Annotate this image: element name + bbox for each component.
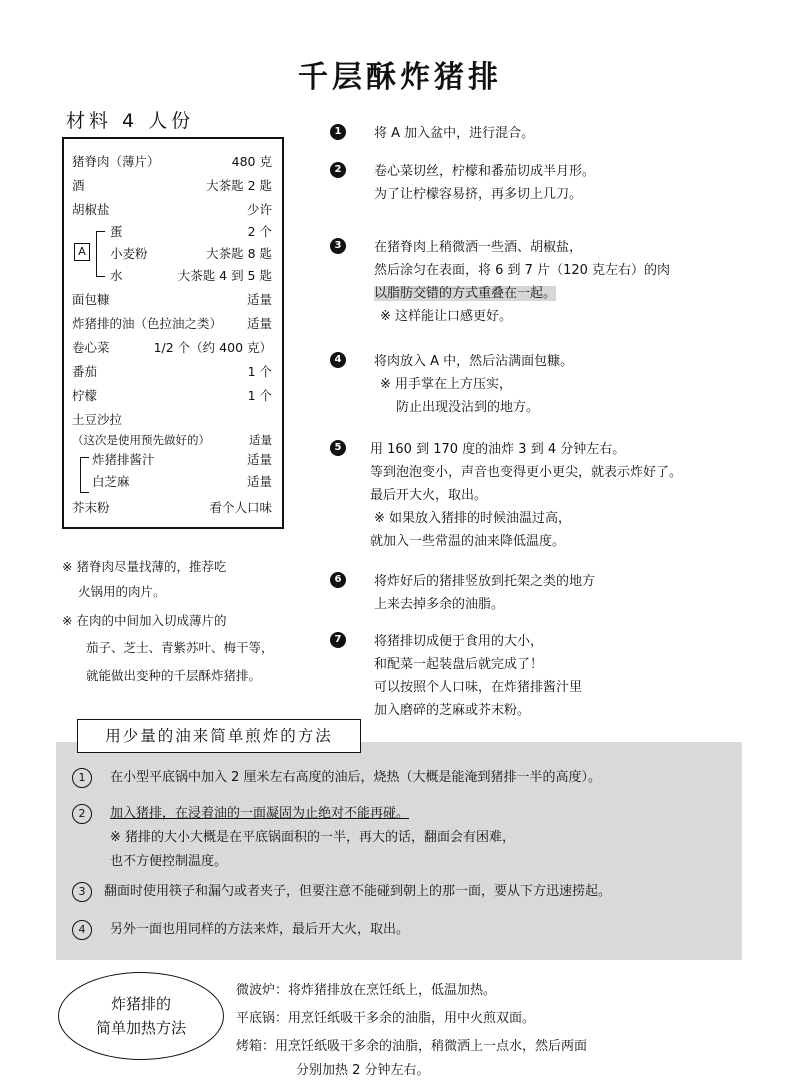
ingredient-name: 卷心菜 [72, 340, 110, 355]
reheat-line: 分别加热 2 分钟左右。 [296, 1063, 430, 1078]
ingredient-qty: 适量 [246, 316, 272, 331]
reheat-line: 平底锅：用烹饪纸吸干多余的油脂，用中火煎双面。 [236, 1011, 536, 1026]
ingredient-name: 小麦粉 [110, 246, 148, 261]
reheat-line: 烤箱：用烹饪纸吸干多余的油脂，稍微洒上一点水，然后两面 [236, 1039, 588, 1054]
ingredient-qty: 1 个 [247, 388, 272, 403]
step-note: 防止出现没沾到的地方。 [396, 400, 540, 415]
ingredient-name: 酒 [72, 178, 85, 193]
ingredient-qty: 2 个 [247, 224, 272, 239]
bubble-line: 简单加热方法 [95, 1019, 186, 1037]
step-number: 3 [330, 238, 346, 254]
step-line: 等到泡泡变小，声音也变得更小更尖，就表示炸好了。 [370, 465, 683, 480]
ingredient-row [72, 361, 272, 383]
ingredient-row [72, 337, 272, 359]
method-step-number: 4 [72, 920, 92, 940]
ingredient-qty: 大茶匙 8 匙 [206, 246, 272, 261]
ingredient-row [110, 243, 272, 265]
step-line: 为了让柠檬容易挤，再多切上几刀。 [374, 187, 583, 202]
step-number: 5 [330, 440, 346, 456]
ingredient-qty: 适量 [246, 474, 272, 489]
ingredient-qty: 480 克 [231, 154, 272, 169]
step-line: 将肉放入 A 中，然后沾满面包糠。 [374, 354, 574, 369]
ingredient-row [72, 175, 272, 197]
ingredient-row [92, 471, 272, 493]
ingredient-row [110, 221, 272, 243]
step-line: 可以按照个人口味，在炸猪排酱汁里 [374, 680, 583, 695]
method-line: 加入猪排，在浸着油的一面凝固为止绝对不能再碰。 [110, 806, 410, 821]
ingredient-row [72, 151, 272, 173]
group-a-label: A [74, 243, 90, 261]
ingredient-row [92, 449, 272, 471]
ingredient-qty: 大茶匙 2 匙 [206, 178, 272, 193]
ingredient-name: 面包糠 [72, 292, 110, 307]
method-step-number: 2 [72, 804, 92, 824]
ingredient-qty: 1 个 [247, 364, 272, 379]
step-line: 和配菜一起装盘后就完成了！ [374, 657, 544, 672]
ingredient-qty: 大茶匙 4 到 5 匙 [177, 268, 272, 283]
ingredient-qty: 少许 [246, 202, 272, 217]
page-title: 千层酥炸猪排 [298, 60, 502, 95]
ingredient-row [110, 265, 272, 287]
step-number: 1 [330, 124, 346, 140]
ingredient-name: 柠檬 [72, 388, 98, 403]
group-a-bracket [96, 231, 105, 277]
note-line: 就能做出变种的千层酥炸猪排。 [86, 668, 262, 683]
method-line: 另外一面也用同样的方法来炸，最后开大火，取出。 [110, 922, 410, 937]
ingredient-row [72, 199, 272, 221]
ingredient-qty: 看个人口味 [209, 500, 272, 515]
ingredient-name: 芥末粉 [72, 500, 110, 515]
reheat-line: 微波炉：将炸猪排放在烹饪纸上，低温加热。 [236, 983, 497, 998]
ingredient-qty: 适量 [246, 452, 272, 467]
note-line: ※ 在肉的中间加入切成薄片的 [62, 613, 227, 628]
step-line-highlight: 以脂肪交错的方式重叠在一起。 [374, 286, 557, 301]
method-title: 用少量的油来简单煎炸的方法 [77, 719, 361, 753]
step-line: 然后涂匀在表面，将 6 到 7 片（120 克左右）的肉 [374, 263, 671, 278]
method-line: ※ 猪排的大小大概是在平底锅面积的一半，再大的话，翻面会有困难， [110, 830, 516, 845]
ingredient-qty: 适量 [249, 433, 272, 447]
step-number: 2 [330, 162, 346, 178]
step-note: 就加入一些常温的油来降低温度。 [370, 534, 566, 549]
ingredient-row [72, 497, 272, 519]
step-line: 最后开大火，取出。 [370, 488, 488, 503]
ingredient-name: 水 [110, 268, 123, 283]
ingredient-qty: 适量 [246, 292, 272, 307]
step-number: 7 [330, 632, 346, 648]
ingredient-name: 猪脊肉（薄片） [72, 154, 160, 169]
step-line: 上来去掉多余的油脂。 [374, 597, 505, 612]
ingredient-name: 白芝麻 [92, 474, 130, 489]
ingredient-name: 炸猪排的油（色拉油之类） [72, 316, 223, 331]
step-note: ※ 这样能让口感更好。 [380, 309, 513, 324]
step-line: 用 160 到 170 度的油炸 3 到 4 分钟左右。 [370, 442, 626, 457]
ingredient-row [72, 409, 272, 431]
ingredient-name: （这次是使用预先做好的） [72, 433, 210, 447]
note-line: 火锅用的肉片。 [78, 584, 166, 599]
ingredient-qty: 1/2 个（约 400 克） [153, 340, 272, 355]
ingredient-row [72, 385, 272, 407]
method-line: 也不方便控制温度。 [110, 854, 228, 869]
method-step-number: 1 [72, 768, 92, 788]
step-line: 将 A 加入盆中，进行混合。 [374, 126, 535, 141]
note-line: 茄子、芝士、青紫苏叶、梅干等， [86, 640, 274, 655]
note-line: ※ 猪脊肉尽量找薄的，推荐吃 [62, 559, 227, 574]
ingredient-name: 炸猪排酱汁 [92, 452, 155, 467]
sauce-bracket [80, 457, 89, 493]
step-note: ※ 用手掌在上方压实， [380, 377, 513, 392]
ingredient-name: 土豆沙拉 [72, 412, 123, 427]
ingredient-name: 胡椒盐 [72, 202, 110, 217]
step-line: 卷心菜切丝，柠檬和番茄切成半月形。 [374, 164, 596, 179]
step-line: 将猪排切成便于食用的大小， [374, 634, 544, 649]
step-line: 将炸好后的猪排竖放到托架之类的地方 [374, 574, 596, 589]
ingredients-heading: 材料 4 人份 [66, 110, 195, 132]
step-number: 6 [330, 572, 346, 588]
ingredient-row [72, 429, 272, 451]
reheat-bubble [58, 972, 224, 1060]
ingredient-row [72, 289, 272, 311]
step-note: ※ 如果放入猪排的时候油温过高， [374, 511, 572, 526]
method-line: 翻面时使用筷子和漏勺或者夹子，但要注意不能碰到朝上的那一面，要从下方迅速捞起。 [104, 884, 612, 899]
ingredient-name: 番茄 [72, 364, 98, 379]
step-line: 加入磨碎的芝麻或芥末粉。 [374, 703, 531, 718]
method-step-number: 3 [72, 882, 92, 902]
method-line: 在小型平底锅中加入 2 厘米左右高度的油后，烧热（大概是能淹到猪排一半的高度）。 [110, 770, 602, 785]
bubble-line: 炸猪排的 [110, 995, 171, 1013]
step-line: 在猪脊肉上稍微洒一些酒、胡椒盐， [374, 240, 583, 255]
step-number: 4 [330, 352, 346, 368]
ingredient-row [72, 313, 272, 335]
ingredients-box [62, 137, 284, 529]
ingredient-name: 蛋 [110, 224, 123, 239]
